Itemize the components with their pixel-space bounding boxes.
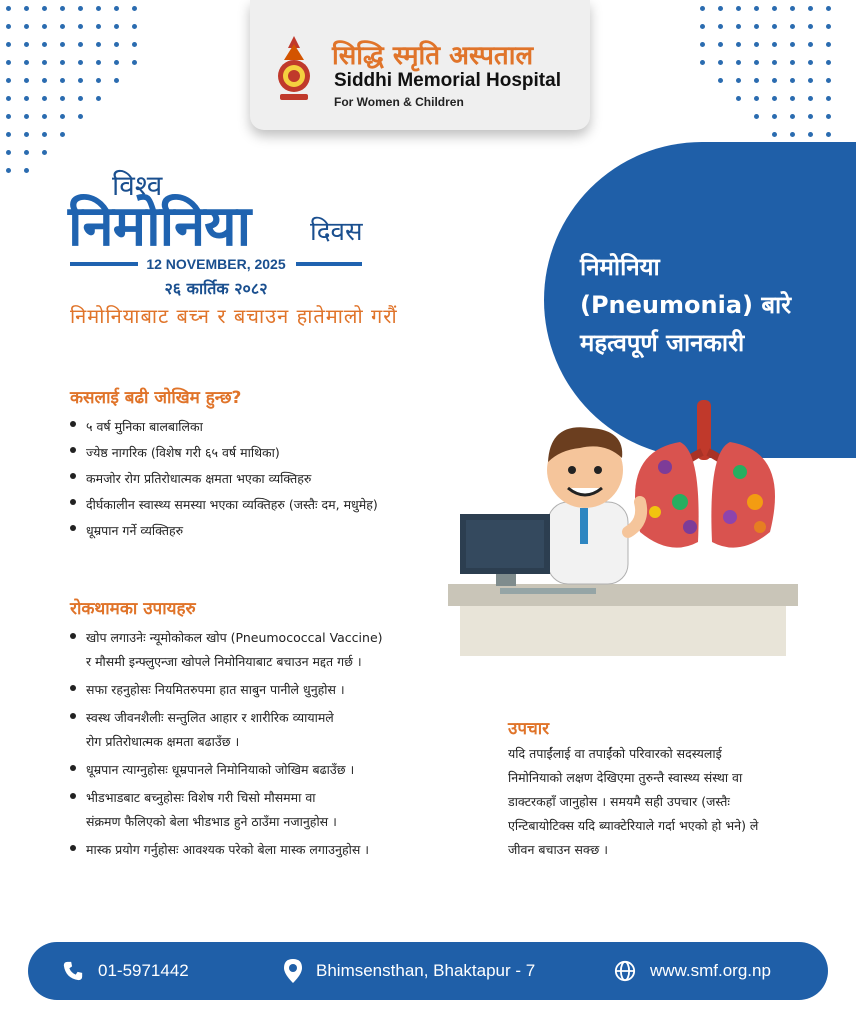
decorative-dot [42,114,47,119]
decorative-dot [808,114,813,119]
info-circle-line-1: निमोनिया [580,253,660,281]
decorative-dot [754,114,759,119]
decorative-dot [736,6,741,11]
decorative-dot [42,60,47,65]
decorative-dot [736,60,741,65]
decorative-dot [78,42,83,47]
contact-footer [28,942,828,1000]
decorative-dot [790,24,795,29]
decorative-dot [78,96,83,101]
decorative-dot [736,24,741,29]
decorative-dot [60,132,65,137]
prevention-item-line-1: भीडभाडबाट बच्नुहोसः विशेष गरी चिसो मौसममा वा [86,790,316,805]
decorative-dot [772,60,777,65]
website-text: www.smf.org.np [650,961,771,980]
decorative-dot [96,60,101,65]
decorative-dot [808,96,813,101]
decorative-dot [60,42,65,47]
decorative-dot [6,6,11,11]
prevention-item-line-1: स्वस्थ जीवनशैलीः सन्तुलित आहार र शारीरिक व्यायामले [86,710,334,725]
title-main: निमोनिया [68,194,251,259]
decorative-dot [736,42,741,47]
decorative-dot [24,60,29,65]
decorative-dot [24,42,29,47]
hospital-name-nepali: सिद्धि स्मृति अस्पताल [332,41,534,71]
prevention-list-item [70,838,480,862]
info-circle-line-2: (Pneumonia) बारे [580,291,792,319]
desk-icon [448,584,798,656]
prevention-item-line-2: र मौसमी इन्फ्लुएन्जा खोपले निमोनियाबाट बचाउन मद्दत गर्छ । [86,654,362,669]
decorative-dot [718,78,723,83]
decorative-dot [60,78,65,83]
risk-list-item: धूम्रपान गर्ने व्यक्तिहरु [70,518,490,544]
risk-list-item: दीर्घकालीन स्वास्थ्य समस्या भएका व्यक्तिहरु (जस्तैः दम, मधुमेह) [70,492,490,518]
prevention-list [70,626,480,866]
decorative-dot [790,96,795,101]
lungs-icon [635,400,775,548]
decorative-dot [718,60,723,65]
decorative-dot [6,168,11,173]
hospital-logo-card [250,0,590,130]
decorative-dot [6,96,11,101]
decorative-dot [754,24,759,29]
decorative-dot [790,78,795,83]
decorative-dot [24,168,29,173]
risk-list-item: कमजोर रोग प्रतिरोधात्मक क्षमता भएका व्यक्तिहरु [70,466,490,492]
decorative-dot [114,60,119,65]
decorative-dot [700,6,705,11]
decorative-dot [808,78,813,83]
prevention-list-item [70,758,480,782]
title-suffix: दिवस [310,217,363,247]
decorative-dot [826,96,831,101]
decorative-dot [790,42,795,47]
decorative-dot [6,60,11,65]
decorative-dot [114,42,119,47]
decorative-dot [78,6,83,11]
prevention-list-item [70,706,480,754]
decorative-dot [42,42,47,47]
decorative-dot [132,6,137,11]
decorative-dot [718,42,723,47]
decorative-dot [808,60,813,65]
decorative-dot [826,132,831,137]
decorative-dot [96,78,101,83]
decorative-dot [826,60,831,65]
prevention-list-item [70,678,480,702]
decorative-dot [24,6,29,11]
hospital-emblem-icon [274,34,314,104]
footer-phone[interactable] [62,942,189,1000]
decorative-dot [790,114,795,119]
footer-website[interactable] [614,942,771,1000]
decorative-dot [6,42,11,47]
decorative-dot [24,150,29,155]
date-english: 12 NOVEMBER, 2025 [146,256,286,272]
decorative-dot [42,96,47,101]
decorative-dot [6,150,11,155]
decorative-dot [754,78,759,83]
info-circle-text [580,248,791,362]
address-text: Bhimsensthan, Bhaktapur - 7 [316,961,536,980]
decorative-dot [6,132,11,137]
risk-list-item: ५ वर्ष मुनिका बालबालिका [70,414,490,440]
decorative-dot [700,60,705,65]
decorative-dot [114,78,119,83]
globe-icon [614,960,636,982]
decorative-dot [754,60,759,65]
decorative-dot [736,96,741,101]
decorative-dot [826,78,831,83]
decorative-dot [96,24,101,29]
decorative-dot [826,6,831,11]
decorative-dot [754,96,759,101]
treatment-text: यदि तपाईंलाई वा तपाईंको परिवारको सदस्यलाई निमोनियाको लक्षण देखिएमा तुरुन्तै स्वास्थ्य संस्था वा डाक्टरकहाँ जानुहोस । समयमै सही उपचार (जस्तैः एन्टिबायोटिक्स यदि ब्याक्टेरियाले गर्दा भएको हो भने) ले जीवन बचाउन सक्छ । [508,746,759,857]
decorative-dot [700,24,705,29]
risk-list [70,414,490,544]
decorative-dot [718,6,723,11]
decorative-dot [808,24,813,29]
prevention-item-line-1: मास्क प्रयोग गर्नुहोसः आवश्यक परेको बेला मास्क लगाउनुहोस । [86,842,369,857]
decorative-dot [700,42,705,47]
decorative-dot [808,42,813,47]
decorative-dot [6,78,11,83]
decorative-dot [60,96,65,101]
decorative-dot [772,96,777,101]
decorative-dot [790,6,795,11]
footer-address[interactable] [284,942,535,1000]
decorative-dot [772,42,777,47]
decorative-dot [6,114,11,119]
decorative-dot [114,24,119,29]
info-circle-line-3: महत्वपूर्ण जानकारी [580,329,745,357]
phone-icon [62,960,84,982]
decorative-dot [132,60,137,65]
prevention-item-line-1: खोप लगाउनेः न्यूमोकोकल खोप (Pneumococcal Vaccine) [86,630,383,645]
decorative-dot [42,132,47,137]
phone-number: 01-5971442 [98,961,189,980]
decorative-dot [114,6,119,11]
decorative-dot [826,24,831,29]
decorative-dot [24,24,29,29]
prevention-item-line-1: धूम्रपान त्याग्नुहोसः धूम्रपानले निमोनियाको जोखिम बढाउँछ । [86,762,355,777]
hospital-name-english: Siddhi Memorial Hospital [334,70,561,91]
decorative-dot [132,24,137,29]
decorative-dot [42,6,47,11]
decorative-dot [6,24,11,29]
decorative-dot [60,24,65,29]
decorative-dot [754,42,759,47]
prevention-item-line-1: सफा रहनुहोसः नियमितरुपमा हात साबुन पानीले धुनुहोस । [86,682,345,697]
decorative-dot [24,114,29,119]
decorative-dot [772,24,777,29]
decorative-dot [78,24,83,29]
prevention-list-item [70,786,480,834]
decorative-dot [60,60,65,65]
prevention-item-line-2: रोग प्रतिरोधात्मक क्षमता बढाउँछ । [86,734,240,749]
decorative-dot [808,6,813,11]
prevention-heading: रोकथामका उपायहरु [70,599,196,619]
decorative-dot [42,78,47,83]
decorative-dot [96,96,101,101]
risk-heading: कसलाई बढी जोखिम हुन्छ? [70,388,242,408]
decorative-dot [736,78,741,83]
decorative-dot [78,114,83,119]
prevention-item-line-2: संक्रमण फैलिएको बेला भीडभाड हुने ठाउँमा नजानुहोस । [86,814,337,829]
decorative-dot [718,24,723,29]
decorative-dot [808,132,813,137]
decorative-dot [772,78,777,83]
decorative-dot [60,6,65,11]
decorative-dot [826,42,831,47]
decorative-dot [24,96,29,101]
decorative-dot [42,24,47,29]
decorative-dot [24,78,29,83]
slogan: निमोनियाबाट बच्न र बचाउन हातेमालो गरौं [70,304,398,328]
date-nepali: २६ कार्तिक २०८२ [164,279,268,298]
doctor-lungs-illustration [440,392,856,656]
decorative-dot [78,78,83,83]
decorative-dot [826,114,831,119]
decorative-dot [772,6,777,11]
decorative-dot [790,60,795,65]
location-pin-icon [284,959,302,983]
decorative-dot [132,42,137,47]
decorative-dot [772,114,777,119]
treatment-heading: उपचार [508,719,550,739]
title-prefix: विश्व [112,169,163,202]
prevention-list-item [70,626,480,674]
hospital-tagline: For Women & Children [334,95,464,109]
decorative-dot [60,114,65,119]
decorative-dot [24,132,29,137]
decorative-dot [96,6,101,11]
decorative-dot [78,60,83,65]
decorative-dot [96,42,101,47]
decorative-dot [772,132,777,137]
decorative-dot [754,6,759,11]
doctor-icon [547,427,641,584]
decorative-dot [790,132,795,137]
risk-list-item: ज्येष्ठ नागरिक (विशेष गरी ६५ वर्ष माथिका) [70,440,490,466]
decorative-dot [42,150,47,155]
